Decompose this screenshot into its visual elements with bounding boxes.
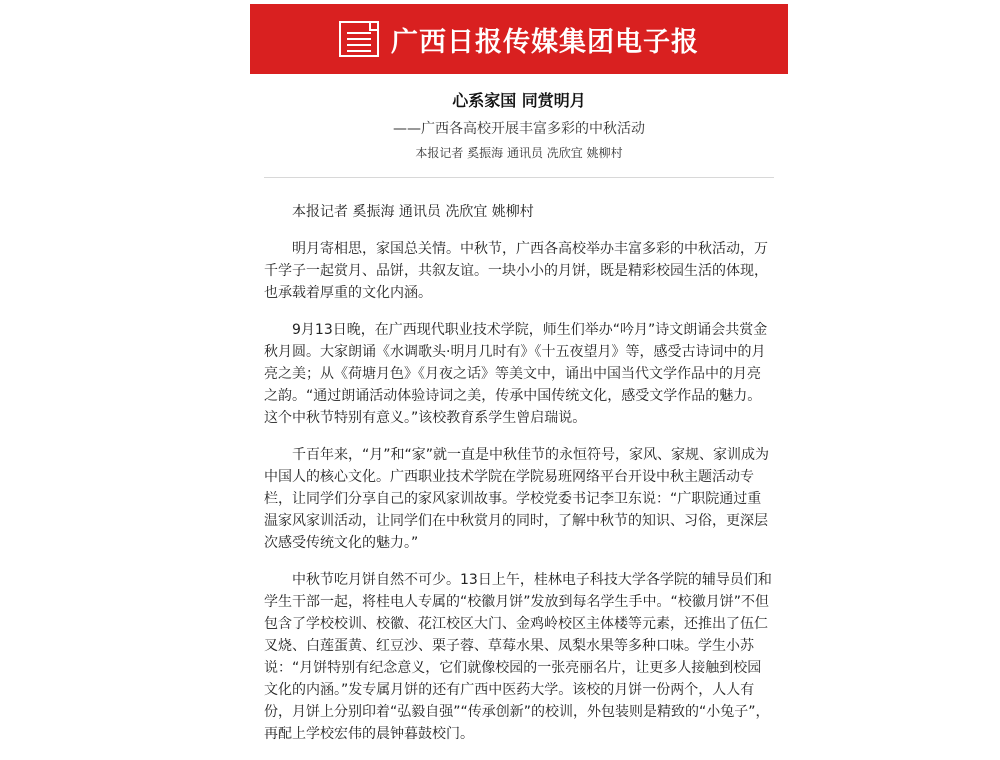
title-divider bbox=[264, 177, 774, 178]
article-paragraph: 中秋节吃月饼自然不可少。13日上午，桂林电子科技大学各学院的辅导员们和学生干部一起，将桂电人专属的“校徽月饼”发放到每名学生手中。“校徽月饼”不但包含了学校校训、校徽、花江校区大门、金鸡岭校区主体楼等元素，还推出了伍仁叉烧、白莲蛋黄、红豆沙、栗子蓉、草莓水果、凤梨水果等多种口味。学生小苏说：“月饼特别有纪念意义，它们就像校园的一张亮丽名片，让更多人接触到校园文化的内涵。”发专属月饼的还有广西中医药大学。该校的月饼一份两个，人人有份，月饼上分别印着“弘毅自强”“传承创新”的校训，外包装则是精致的“小兔子”，再配上学校宏伟的晨钟暮鼓校门。 bbox=[264, 572, 772, 742]
article-paragraph: 本报记者 奚振海 通讯员 冼欣宜 姚柳村 bbox=[292, 204, 534, 220]
newspaper-icon bbox=[339, 21, 379, 57]
article-paragraph: 9月13日晚，在广西现代职业技术学院，师生们举办“吟月”诗文朗诵会共赏金秋月圆。大家朗诵《水调歌头·明月几时有》《十五夜望月》等，感受古诗词中的月亮之美；从《荷塘月色》《月夜之话》等美文中，诵出中国当代文学作品中的月亮之韵。“通过朗诵活动体验诗词之美，传承中国传统文化，感受文学作品的魅力。这个中秋节特别有意义。”该校教育系学生曾启瑞说。 bbox=[264, 322, 768, 426]
article-paragraph: 明月寄相思，家国总关情。中秋节，广西各高校举办丰富多彩的中秋活动，万千学子一起赏月、品饼，共叙友谊。一块小小的月饼，既是精彩校园生活的体现，也承载着厚重的文化内涵。 bbox=[264, 241, 768, 301]
article-subtitle: ——广西各高校开展丰富多彩的中秋活动 bbox=[393, 121, 645, 137]
article-body bbox=[264, 201, 774, 760]
banner-content bbox=[339, 20, 699, 59]
header-banner bbox=[250, 4, 788, 74]
banner-title: 广西日报传媒集团电子报 bbox=[391, 26, 699, 58]
article-title: 心系家国 同赏明月 bbox=[452, 91, 586, 110]
article-paragraph: 千百年来，“月”和“家”就一直是中秋佳节的永恒符号，家风、家规、家训成为中国人的核心文化。广西职业技术学院在学院易班网络平台开设中秋主题活动专栏，让同学们分享自己的家风家训故事。学校党委书记李卫东说：“广职院通过重温家风家训活动，让同学们在中秋赏月的同时，了解中秋节的知识、习俗，更深层次感受传统文化的魅力。” bbox=[264, 447, 770, 551]
article-byline: 本报记者 奚振海 通讯员 冼欣宜 姚柳村 bbox=[415, 146, 623, 160]
